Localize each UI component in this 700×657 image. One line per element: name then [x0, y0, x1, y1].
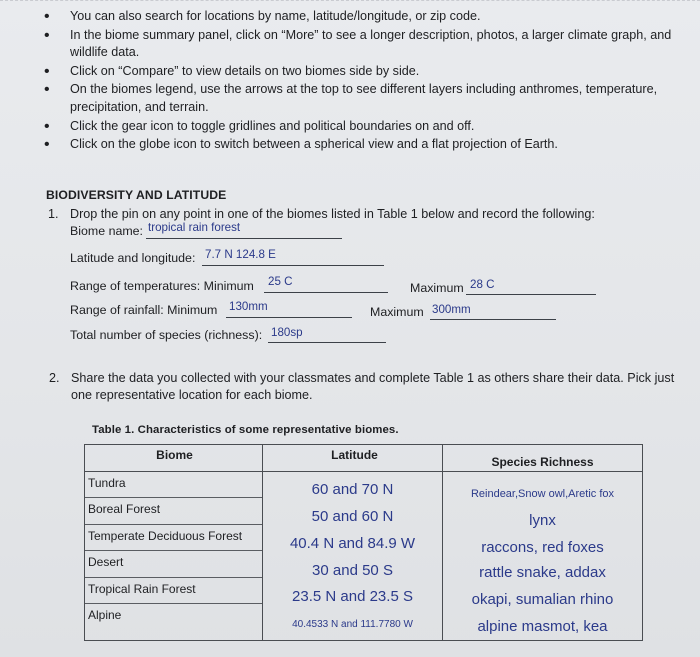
- rainfall-max-line: [430, 319, 556, 320]
- latitude-desert: 30 and 50 S: [312, 562, 393, 579]
- latitude-alpine: 40.4533 N and 111.7780 W: [292, 619, 413, 630]
- question-2-line-1: Share the data you collected with your classmates and complete Table 1 as others share their data. Pick just: [71, 371, 675, 385]
- row-divider: [85, 524, 262, 525]
- species-temperate-deciduous-forest: raccons, red foxes: [481, 539, 604, 556]
- species-boreal-forest: lynx: [529, 512, 556, 529]
- bullet-item: • Click on the globe icon to switch between a spherical view and a flat projection of Earth.: [44, 136, 694, 154]
- latlong-label: Latitude and longitude:: [70, 251, 196, 265]
- species-alpine: alpine masmot, kea: [477, 618, 608, 635]
- latitude-boreal-forest: 50 and 60 N: [311, 508, 394, 525]
- latitude-column: [263, 472, 443, 641]
- biome-characteristics-table: [84, 444, 643, 641]
- temperature-max-answer: 28 C: [470, 278, 495, 291]
- temperature-max-label: Maximum: [410, 281, 464, 295]
- header-latitude: Latitude: [263, 445, 443, 472]
- rainfall-label: Range of rainfall: Minimum: [70, 303, 218, 317]
- biome-tundra: Tundra: [88, 476, 126, 490]
- bullet-item: • Click on “Compare” to view details on two biomes side by side.: [44, 63, 694, 81]
- rainfall-min-answer: 130mm: [229, 300, 268, 313]
- latitude-tropical-rain-forest: 23.5 N and 23.5 S: [292, 588, 413, 605]
- biome-name-answer: tropical rain forest: [148, 221, 241, 234]
- bullet-item: • You can also search for locations by name, latitude/longitude, or zip code.: [44, 8, 694, 26]
- biome-alpine: Alpine: [88, 608, 122, 622]
- table-header-row: [85, 445, 643, 472]
- temperature-min-answer: 25 C: [268, 275, 293, 288]
- row-divider: [85, 603, 262, 604]
- biome-name-label: Biome name:: [70, 224, 144, 238]
- question-1-number: 1.: [48, 207, 59, 221]
- rainfall-max-label: Maximum: [370, 305, 424, 319]
- latitude-tundra: 60 and 70 N: [311, 481, 394, 498]
- rainfall-max-answer: 300mm: [432, 303, 471, 316]
- biome-column: [85, 472, 263, 641]
- biome-temperate-deciduous-forest: Temperate Deciduous Forest: [88, 529, 243, 543]
- species-richness-label: Total number of species (richness):: [70, 328, 263, 342]
- instruction-bullet-list: [44, 8, 694, 154]
- question-2-number: 2.: [49, 371, 60, 385]
- bullet-item: • On the biomes legend, use the arrows at the top to see different layers including anthromes, temperature, precipitation, and terrain.: [44, 81, 694, 116]
- table-caption: Table 1. Characteristics of some representative biomes.: [92, 424, 399, 436]
- species-tundra: Reindear,Snow owl,Aretic fox: [470, 488, 615, 500]
- row-divider: [85, 497, 262, 498]
- bullet-item: • In the biome summary panel, click on “More” to see a longer description, photos, a larger climate graph, and wildlife data.: [44, 27, 694, 62]
- species-desert: rattle snake, addax: [479, 564, 606, 581]
- temperature-min-line: [264, 292, 388, 293]
- species-richness-line: [268, 342, 386, 343]
- bullet-item: • Click the gear icon to toggle gridlines and political boundaries on and off.: [44, 118, 694, 136]
- section-heading: BIODIVERSITY AND LATITUDE: [46, 188, 227, 202]
- biome-desert: Desert: [88, 555, 124, 569]
- biome-name-answer-line: [146, 238, 342, 239]
- table-body-row: [85, 472, 643, 641]
- question-1-text: Drop the pin on any point in one of the biomes listed in Table 1 below and record the following:: [70, 207, 595, 221]
- latlong-answer: 7.7 N 124.8 E: [205, 248, 276, 261]
- latitude-temperate-deciduous-forest: 40.4 N and 84.9 W: [289, 535, 416, 552]
- temperature-label: Range of temperatures: Minimum: [70, 279, 254, 293]
- biome-tropical-rain-forest: Tropical Rain Forest: [88, 582, 196, 596]
- header-biome: Biome: [85, 445, 263, 472]
- rainfall-min-line: [226, 317, 352, 318]
- temperature-max-line: [466, 294, 596, 295]
- question-2-line-2: one representative location for each biome.: [71, 388, 313, 402]
- species-richness-answer: 180sp: [271, 326, 303, 339]
- page-top-edge: [0, 0, 700, 3]
- biome-boreal-forest: Boreal Forest: [88, 502, 161, 516]
- row-divider: [85, 550, 262, 551]
- species-richness-column: [443, 472, 643, 641]
- row-divider: [85, 577, 262, 578]
- species-tropical-rain-forest: okapi, sumalian rhino: [471, 591, 614, 608]
- header-species-richness: Species Richness: [443, 445, 643, 472]
- latlong-answer-line: [202, 265, 384, 266]
